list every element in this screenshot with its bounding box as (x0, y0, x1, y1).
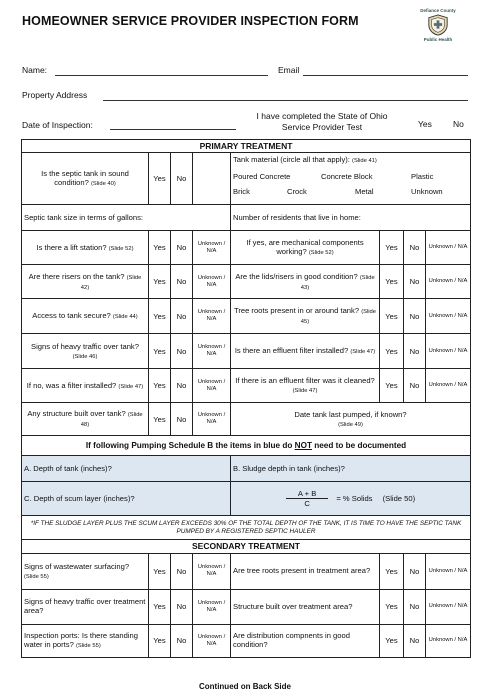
question-text: If yes, are mechanical components working? (246, 238, 364, 257)
question-cell (22, 589, 149, 624)
slide-ref: (Slide 55) (24, 573, 49, 580)
question-cell (22, 369, 149, 403)
slide-ref: (Slide 52) (108, 245, 134, 252)
shield-icon (427, 14, 449, 36)
question-cell (231, 299, 380, 334)
no-option[interactable]: No (171, 624, 193, 657)
provider-test-yes[interactable]: Yes (418, 119, 432, 129)
question-text: Any structure built over tank? (27, 409, 126, 419)
yes-option[interactable]: Yes (149, 624, 171, 657)
formula-result: = % Solids (336, 493, 373, 503)
question-cell (22, 624, 149, 657)
no-option[interactable]: No (404, 553, 426, 589)
scum-layer-field[interactable]: C. Depth of scum layer (inches)? (22, 482, 231, 516)
yes-option[interactable]: Yes (149, 589, 171, 624)
no-option[interactable]: No (171, 369, 193, 403)
no-option[interactable]: No (404, 231, 426, 265)
no-option[interactable]: No (171, 231, 193, 265)
unknown-option[interactable]: Unknown / N/A (426, 624, 471, 657)
question-text: Signs of heavy traffic over treatment area? (24, 597, 146, 616)
yes-option[interactable]: Yes (380, 299, 404, 334)
question-row (22, 334, 471, 369)
formula-denominator: C (304, 499, 310, 509)
unknown-option[interactable]: Unknown / N/A (426, 265, 471, 299)
unknown-option[interactable]: Unknown / N/A (193, 299, 231, 334)
yes-option[interactable]: Yes (149, 231, 171, 265)
yes-option[interactable]: Yes (380, 553, 404, 589)
unknown-option[interactable]: Unknown / N/A (426, 299, 471, 334)
date-of-inspection-label: Date of Inspection: (22, 120, 93, 130)
septic-no[interactable]: No (171, 153, 193, 205)
yes-option[interactable]: Yes (149, 299, 171, 334)
question-row (22, 231, 471, 265)
question-cell (22, 231, 149, 265)
structure-over-tank-question (22, 403, 149, 436)
question-text: Are tree roots present in treatment area? (233, 566, 371, 576)
slide-ref: (Slide 43) (300, 274, 375, 291)
septic-tank-condition-question (22, 153, 149, 205)
unknown-option[interactable]: Unknown / N/A (426, 231, 471, 265)
yes-option[interactable]: Yes (380, 589, 404, 624)
solids-formula (231, 482, 471, 516)
slide-ref: (Slide 42) (80, 274, 142, 291)
form-title: HOMEOWNER SERVICE PROVIDER INSPECTION FORM (22, 14, 359, 28)
unknown-option[interactable]: Unknown / N/A (193, 624, 231, 657)
septic-tank-condition-text: Is the septic tank in sound condition? (41, 169, 129, 188)
unknown-option[interactable]: Unknown / N/A (193, 369, 231, 403)
slide-ref: (Slide 41) (352, 158, 377, 165)
question-text: Structure built over treatment area? (233, 601, 353, 611)
pumping-note-not: NOT (294, 440, 312, 450)
provider-test-no[interactable]: No (453, 119, 464, 129)
yes-option[interactable]: Yes (149, 553, 171, 589)
sludge-depth-field[interactable]: B. Sludge depth in tank (inches)? (231, 456, 471, 482)
question-cell (231, 553, 380, 589)
material-option[interactable]: Plastic (411, 172, 434, 182)
question-text: Tree roots present in or around tank? (233, 306, 360, 316)
residents-question[interactable]: Number of residents that live in home: (231, 205, 471, 231)
question-text: Signs of wastewater surfacing? (24, 561, 130, 571)
slide-ref: (Slide 45) (300, 309, 377, 326)
unknown-option[interactable]: Unknown / N/A (193, 403, 231, 436)
question-text: Are there risers on the tank? (28, 271, 125, 281)
slide-ref: (Slide 48) (80, 412, 143, 429)
secondary-treatment-heading: SECONDARY TREATMENT (22, 540, 471, 553)
unknown-option[interactable]: Unknown / N/A (193, 553, 231, 589)
yes-option[interactable]: Yes (149, 369, 171, 403)
formula-fraction (286, 489, 328, 509)
tank-material-question: Tank material (circle all that apply): (233, 155, 350, 165)
material-option[interactable]: Concrete Block (321, 172, 373, 182)
primary-treatment-heading: PRIMARY TREATMENT (22, 140, 471, 153)
unknown-option[interactable]: Unknown / N/A (193, 589, 231, 624)
inspection-table (21, 139, 471, 658)
question-cell (22, 553, 149, 589)
material-option[interactable]: Metal (355, 186, 374, 196)
question-cell (22, 299, 149, 334)
question-row (22, 553, 471, 589)
no-option[interactable]: No (404, 624, 426, 657)
yes-option[interactable]: Yes (380, 265, 404, 299)
property-address-label: Property Address (22, 90, 88, 100)
question-cell (22, 265, 149, 299)
slide-ref: (Slide 47) (118, 383, 144, 390)
question-cell (231, 369, 380, 403)
health-department-logo (410, 8, 466, 54)
question-row (22, 265, 471, 299)
slide-ref: (Slide 40) (90, 181, 116, 188)
material-option[interactable]: Brick (233, 186, 250, 196)
logo-line-2: Public Health (423, 37, 453, 42)
slide-ref: (Slide 55) (75, 643, 101, 650)
unknown-option[interactable]: Unknown / N/A (193, 231, 231, 265)
unknown-option[interactable]: Unknown / N/A (426, 553, 471, 589)
no-option[interactable]: No (404, 589, 426, 624)
no-option[interactable]: No (404, 334, 426, 369)
no-option[interactable]: No (171, 334, 193, 369)
provider-test-text: I have completed the State of Ohio Service Provider Test (256, 111, 388, 133)
unknown-option[interactable]: Unknown / N/A (193, 265, 231, 299)
material-option[interactable]: Poured Concrete (233, 172, 291, 182)
slide-ref: (Slide 47) (350, 349, 376, 356)
slide-ref: (Slide 49) (338, 421, 363, 428)
no-option[interactable]: No (404, 369, 426, 403)
tank-material-cell (231, 153, 471, 205)
date-of-inspection-field[interactable] (110, 129, 236, 130)
question-text: Are distribution compnents in good condition? (233, 631, 350, 650)
septic-yes[interactable]: Yes (149, 153, 171, 205)
question-cell (231, 624, 380, 657)
question-text: Date tank last pumped, if known? (294, 409, 407, 419)
no-option[interactable]: No (171, 553, 193, 589)
continued-footer: Continued on Back Side (198, 682, 291, 691)
unknown-option[interactable]: Unknown / N/A (426, 369, 471, 403)
yes-option[interactable]: Yes (380, 334, 404, 369)
tank-size-question[interactable]: Septic tank size in terms of gallons: (22, 205, 231, 231)
yes-option[interactable]: Yes (149, 334, 171, 369)
question-text: If no, was a filter installed? (26, 380, 117, 390)
question-text: Inspection ports: Is there standing water in ports? (24, 631, 138, 650)
date-last-pumped-question[interactable] (231, 403, 471, 436)
no-option[interactable]: No (404, 299, 426, 334)
no-option[interactable]: No (171, 299, 193, 334)
question-text: Are the lids/risers in good condition? (235, 271, 358, 281)
question-row (22, 624, 471, 657)
depth-of-tank-field[interactable]: A. Depth of tank (inches)? (22, 456, 231, 482)
name-field[interactable] (55, 75, 268, 76)
yes-option[interactable]: Yes (149, 403, 171, 436)
pumping-schedule-note (22, 436, 471, 456)
unknown-option[interactable]: Unknown / N/A (426, 334, 471, 369)
yes-option[interactable]: Yes (380, 624, 404, 657)
question-cell (231, 589, 380, 624)
question-text: Signs of heavy traffic over tank? (31, 341, 139, 351)
question-row (22, 589, 471, 624)
email-field[interactable] (303, 75, 468, 76)
unknown-option[interactable]: Unknown / N/A (426, 589, 471, 624)
question-row (22, 299, 471, 334)
property-address-field[interactable] (103, 100, 468, 101)
question-text: If there is an effluent filter was it cleaned? (235, 376, 375, 386)
no-option[interactable]: No (171, 403, 193, 436)
no-option[interactable]: No (171, 265, 193, 299)
material-option[interactable]: Crock (287, 186, 307, 196)
slide-ref: (Slide 46) (72, 353, 98, 360)
empty-cell (193, 153, 231, 205)
formula-numerator: A + B (286, 489, 328, 499)
pumping-warning-note: *IF THE SLUDGE LAYER PLUS THE SCUM LAYER EXCEEDS 30% OF THE TOTAL DEPTH OF THE TANK, IT IS TIME TO HAVE THE SEPTIC TANK PUMPED BY A REGISTERED SEPTIC HAULER (22, 516, 471, 540)
slide-ref: (Slide 52) (308, 250, 334, 257)
pumping-note-post: need to be documented (311, 440, 407, 450)
email-label: Email (278, 65, 300, 75)
unknown-option[interactable]: Unknown / N/A (193, 334, 231, 369)
no-option[interactable]: No (404, 265, 426, 299)
logo-line-1: Defiance County (420, 8, 456, 13)
name-label: Name: (22, 65, 48, 75)
material-option[interactable]: Unknown (411, 186, 443, 196)
question-row (22, 369, 471, 403)
no-option[interactable]: No (171, 589, 193, 624)
question-cell (231, 334, 380, 369)
question-cell (231, 231, 380, 265)
question-text: Access to tank secure? (32, 311, 111, 321)
question-cell (22, 334, 149, 369)
question-cell (231, 265, 380, 299)
slide-ref: (Slide 47) (292, 388, 318, 395)
yes-option[interactable]: Yes (380, 231, 404, 265)
question-text: Is there a lift station? (36, 242, 107, 252)
yes-option[interactable]: Yes (380, 369, 404, 403)
yes-option[interactable]: Yes (149, 265, 171, 299)
question-text: Is there an effluent filter installed? (234, 346, 349, 356)
pumping-note-pre: If following Pumping Schedule B the items in blue do (85, 440, 295, 450)
slide-ref: (Slide 44) (112, 314, 138, 321)
formula-slide-ref: (Slide 50) (382, 493, 416, 503)
